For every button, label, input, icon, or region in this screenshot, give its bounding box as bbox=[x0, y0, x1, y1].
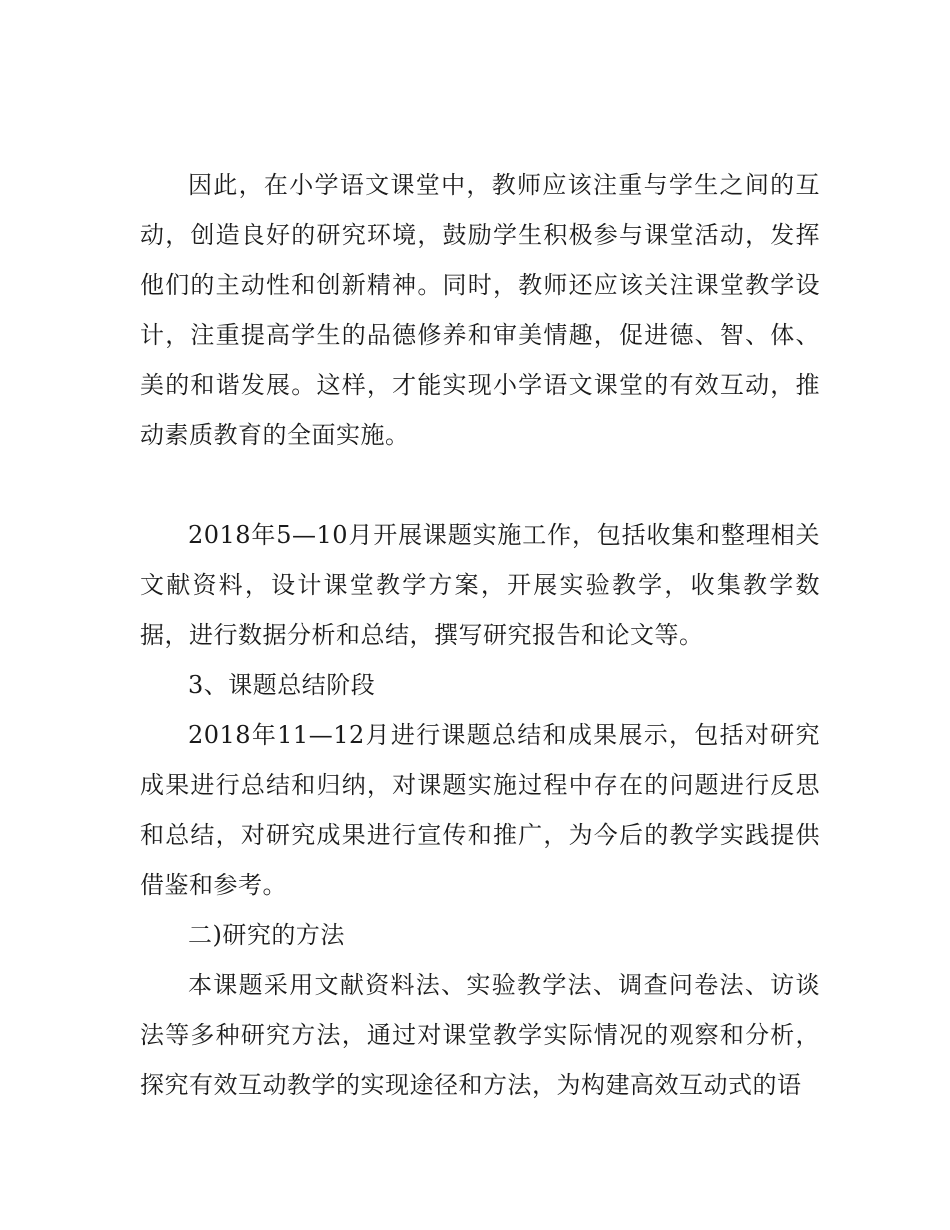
heading-research-methods: 二)研究的方法 bbox=[188, 921, 345, 949]
paragraph-summary-stage: 2018年11—12月进行课题总结和成果展示，包括对研究成果进行总结和归纳，对课题实施过程中存在的问题进行反思和总结，对研究成果进行宣传和推广，为今后的教学实践提供借鉴和参考。 bbox=[140, 721, 820, 899]
paragraph-research-methods: 本课题采用文献资料法、实验教学法、调查问卷法、访谈法等多种研究方法，通过对课堂教学实际情况的观察和分析，探究有效互动教学的实现途径和方法，为构建高效互动式的语 bbox=[140, 971, 820, 1099]
heading-summary-stage: 3、课题总结阶段 bbox=[188, 671, 376, 699]
paragraph-interaction-summary: 因此，在小学语文课堂中，教师应该注重与学生之间的互动，创造良好的研究环境，鼓励学生积极参与课堂活动，发挥他们的主动性和创新精神。同时，教师还应该关注课堂教学设计，注重提高学生的品德修养和审美情趣，促进德、智、体、美的和谐发展。这样，才能实现小学语文课堂的有效互动，推动素质教育的全面实施。 bbox=[140, 171, 820, 449]
paragraph-implementation-stage: 2018年5—10月开展课题实施工作，包括收集和整理相关文献资料，设计课堂教学方案，开展实验教学，收集教学数据，进行数据分析和总结，撰写研究报告和论文等。 bbox=[140, 521, 820, 649]
